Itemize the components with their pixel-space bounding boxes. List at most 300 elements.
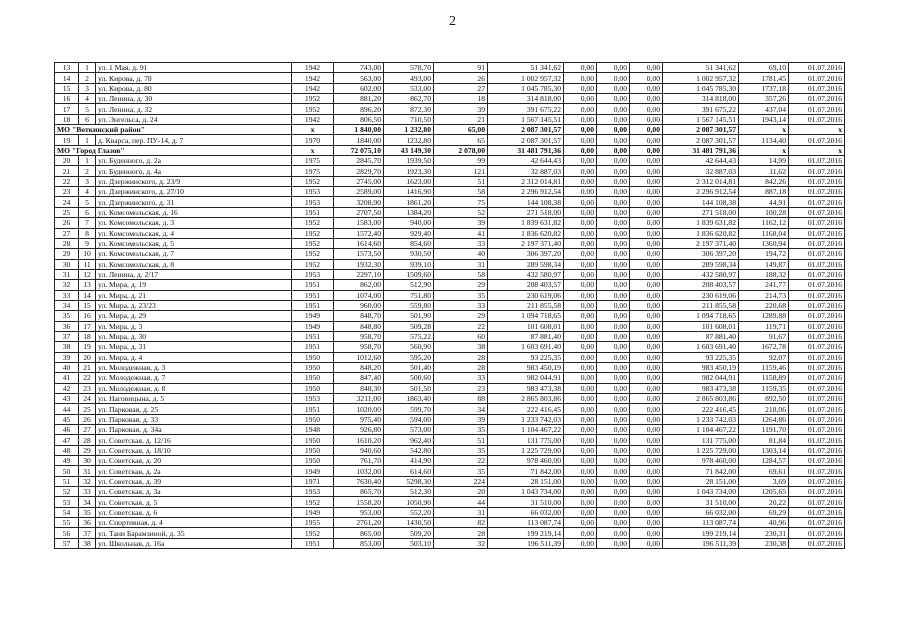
cell-row-number: 39 (55, 352, 79, 362)
cell-living-area: 1923,30 (384, 166, 434, 176)
cell-total-area: 2297,10 (334, 269, 384, 279)
cell-owner-funds: 289 598,34 (663, 259, 739, 269)
table-row (55, 104, 845, 114)
cell-deadline: 01.07.2016 (789, 166, 845, 176)
table-row (55, 321, 845, 331)
cell-total-area: 1558,20 (334, 497, 384, 507)
cell-year: 1952 (292, 238, 334, 248)
table-row (55, 518, 845, 528)
cell-total-area: 7630,40 (334, 476, 384, 486)
cell-living-area: 5298,30 (384, 476, 434, 486)
cell-row-number: 13 (55, 63, 79, 73)
cell-fund-3: 0,00 (630, 218, 663, 228)
cell-fund-3: 0,00 (630, 425, 663, 435)
cell-fund-3: 0,00 (630, 269, 663, 279)
cell-fund-1: 0,00 (564, 156, 597, 166)
cell-fund-2: 0,00 (597, 145, 630, 155)
cell-address: ул. Мира, д. 4 (96, 352, 292, 362)
cell-fund-2: 0,00 (597, 497, 630, 507)
cell-fund-1: 0,00 (564, 404, 597, 414)
cell-residents: 65,00 (434, 125, 488, 135)
cell-address: ул. Советская, д. 6 (96, 507, 292, 517)
cell-unit-cost: 100,28 (739, 207, 789, 217)
cell-living-area: 1050,90 (384, 497, 434, 507)
cell-fund-3: 0,00 (630, 445, 663, 455)
cell-unit-cost: 44,91 (739, 197, 789, 207)
cell-fund-1: 0,00 (564, 300, 597, 310)
cell-fund-2: 0,00 (597, 518, 630, 528)
cell-fund-3: 0,00 (630, 156, 663, 166)
cell-unit-cost: 437,04 (739, 104, 789, 114)
cell-unit-cost: 230,38 (739, 538, 789, 548)
cell-sub-number: 7 (79, 218, 96, 228)
cell-deadline: 01.07.2016 (789, 187, 845, 197)
cell-address: ул. Комсомольская, д. 4 (96, 228, 292, 238)
cell-owner-funds: 983 473,38 (663, 383, 739, 393)
cell-fund-2: 0,00 (597, 404, 630, 414)
municipality-row (55, 145, 845, 155)
cell-residents: 22 (434, 321, 488, 331)
cell-fund-1: 0,00 (564, 352, 597, 362)
cell-address: ул. Ленина, д. 30 (96, 94, 292, 104)
cell-unit-cost: 69,61 (739, 466, 789, 476)
cell-total-cost: 222 416,45 (488, 404, 564, 414)
cell-fund-2: 0,00 (597, 425, 630, 435)
cell-deadline: 01.07.2016 (789, 135, 845, 145)
cell-fund-3: 0,00 (630, 114, 663, 124)
cell-fund-1: 0,00 (564, 166, 597, 176)
cell-residents: 2 078,00 (434, 145, 488, 155)
cell-residents: 58 (434, 187, 488, 197)
cell-fund-2: 0,00 (597, 476, 630, 486)
cell-fund-2: 0,00 (597, 197, 630, 207)
cell-sub-number: 5 (79, 197, 96, 207)
cell-deadline: x (789, 125, 845, 135)
cell-fund-2: 0,00 (597, 466, 630, 476)
cell-row-number: 21 (55, 166, 79, 176)
cell-total-area: 853,00 (334, 538, 384, 548)
cell-total-cost: 93 225,35 (488, 352, 564, 362)
cell-row-number: 43 (55, 394, 79, 404)
cell-sub-number: 27 (79, 425, 96, 435)
table-row (55, 331, 845, 341)
cell-living-area: 414,90 (384, 456, 434, 466)
cell-sub-number: 25 (79, 404, 96, 414)
cell-fund-2: 0,00 (597, 259, 630, 269)
cell-row-number: 20 (55, 156, 79, 166)
cell-unit-cost: 188,32 (739, 269, 789, 279)
cell-residents: 23 (434, 383, 488, 393)
cell-owner-funds: 32 887,03 (663, 166, 739, 176)
cell-living-area: 1232,80 (384, 135, 434, 145)
table-row (55, 383, 845, 393)
table-row (55, 228, 845, 238)
cell-unit-cost: 1159,35 (739, 383, 789, 393)
cell-owner-funds: 144 108,38 (663, 197, 739, 207)
cell-total-area: 1614,60 (334, 238, 384, 248)
cell-unit-cost: 1284,57 (739, 456, 789, 466)
cell-year: 1951 (292, 300, 334, 310)
cell-fund-2: 0,00 (597, 114, 630, 124)
cell-unit-cost: 1134,40 (739, 135, 789, 145)
cell-address: ул. Мира, д. 30 (96, 331, 292, 341)
table-row (55, 487, 845, 497)
cell-unit-cost: 1289,88 (739, 311, 789, 321)
cell-unit-cost: 1737,18 (739, 83, 789, 93)
cell-unit-cost: 1943,14 (739, 114, 789, 124)
cell-year: 1950 (292, 445, 334, 455)
cell-total-cost: 144 108,38 (488, 197, 564, 207)
cell-year: 1952 (292, 249, 334, 259)
cell-fund-1: 0,00 (564, 383, 597, 393)
cell-total-area: 848,30 (334, 383, 384, 393)
cell-total-area: 1074,00 (334, 290, 384, 300)
cell-year: 1952 (292, 259, 334, 269)
cell-deadline: 01.07.2016 (789, 507, 845, 517)
cell-row-number: 54 (55, 507, 79, 517)
cell-fund-2: 0,00 (597, 290, 630, 300)
cell-deadline: 01.07.2016 (789, 414, 845, 424)
cell-fund-2: 0,00 (597, 456, 630, 466)
cell-total-area: 848,20 (334, 362, 384, 372)
cell-deadline: 01.07.2016 (789, 197, 845, 207)
cell-total-cost: 31 481 791,36 (488, 145, 564, 155)
cell-total-cost: 314 818,00 (488, 94, 564, 104)
cell-living-area: 595,20 (384, 352, 434, 362)
cell-fund-2: 0,00 (597, 321, 630, 331)
cell-fund-1: 0,00 (564, 497, 597, 507)
cell-living-area: 594,00 (384, 414, 434, 424)
cell-living-area: 512,30 (384, 487, 434, 497)
cell-total-cost: 42 644,43 (488, 156, 564, 166)
table-row (55, 538, 845, 548)
cell-owner-funds: 983 450,19 (663, 362, 739, 372)
cell-total-area: 743,00 (334, 63, 384, 73)
cell-address: ул. Спортивная, д. 4 (96, 518, 292, 528)
cell-unit-cost: 149,87 (739, 259, 789, 269)
cell-fund-3: 0,00 (630, 362, 663, 372)
cell-fund-1: 0,00 (564, 321, 597, 331)
cell-address: ул. Парковая, д. 33 (96, 414, 292, 424)
cell-row-number: 17 (55, 104, 79, 114)
cell-residents: 35 (434, 290, 488, 300)
cell-total-area: 72 075,10 (334, 145, 384, 155)
cell-year: 1949 (292, 466, 334, 476)
cell-fund-1: 0,00 (564, 435, 597, 445)
cell-row-number: 24 (55, 197, 79, 207)
cell-living-area: 1509,60 (384, 269, 434, 279)
cell-total-cost: 2 296 912,54 (488, 187, 564, 197)
cell-deadline: 01.07.2016 (789, 373, 845, 383)
cell-total-cost: 2 865 803,86 (488, 394, 564, 404)
cell-residents: 35 (434, 425, 488, 435)
cell-owner-funds: 1 002 957,32 (663, 73, 739, 83)
cell-total-cost: 28 151,00 (488, 476, 564, 486)
table-row (55, 507, 845, 517)
cell-deadline: 01.07.2016 (789, 331, 845, 341)
cell-deadline: 01.07.2016 (789, 435, 845, 445)
cell-total-cost: 1 567 145,51 (488, 114, 564, 124)
cell-sub-number: 28 (79, 435, 96, 445)
table-row (55, 456, 845, 466)
cell-year: 1950 (292, 414, 334, 424)
table-row (55, 176, 845, 186)
cell-living-area: 501,90 (384, 311, 434, 321)
cell-residents: 224 (434, 476, 488, 486)
cell-unit-cost: x (739, 145, 789, 155)
cell-fund-2: 0,00 (597, 187, 630, 197)
cell-year: 1942 (292, 73, 334, 83)
cell-year: 1952 (292, 528, 334, 538)
cell-residents: 33 (434, 300, 488, 310)
cell-residents: 52 (434, 207, 488, 217)
cell-address: ул. Молодежная, д. 7 (96, 373, 292, 383)
cell-residents: 60 (434, 331, 488, 341)
cell-address: ул. Мира, д. 31 (96, 342, 292, 352)
cell-fund-2: 0,00 (597, 373, 630, 383)
cell-deadline: 01.07.2016 (789, 280, 845, 290)
cell-fund-1: 0,00 (564, 176, 597, 186)
cell-fund-1: 0,00 (564, 311, 597, 321)
cell-total-cost: 983 473,38 (488, 383, 564, 393)
cell-row-number: 25 (55, 207, 79, 217)
cell-total-cost: 982 044,91 (488, 373, 564, 383)
cell-owner-funds: 1 233 742,03 (663, 414, 739, 424)
cell-total-area: 2707,50 (334, 207, 384, 217)
cell-fund-1: 0,00 (564, 249, 597, 259)
cell-fund-1: 0,00 (564, 507, 597, 517)
cell-residents: 28 (434, 528, 488, 538)
cell-owner-funds: 230 619,06 (663, 290, 739, 300)
cell-unit-cost: 1159,46 (739, 362, 789, 372)
cell-address: ул. Советская, д. 3а (96, 487, 292, 497)
cell-address: ул. Комсомольская, д. 3 (96, 218, 292, 228)
cell-residents: 21 (434, 114, 488, 124)
cell-unit-cost: 69,29 (739, 507, 789, 517)
cell-owner-funds: 199 219,14 (663, 528, 739, 538)
cell-total-cost: 1 839 631,82 (488, 218, 564, 228)
cell-row-number: 45 (55, 414, 79, 424)
cell-total-cost: 1 836 620,82 (488, 228, 564, 238)
table-row (55, 207, 845, 217)
cell-living-area: 1861,20 (384, 197, 434, 207)
cell-fund-3: 0,00 (630, 435, 663, 445)
cell-residents: 18 (434, 94, 488, 104)
cell-total-area: 2589,00 (334, 187, 384, 197)
cell-owner-funds: 1 839 631,82 (663, 218, 739, 228)
cell-deadline: 01.07.2016 (789, 228, 845, 238)
cell-fund-3: 0,00 (630, 311, 663, 321)
cell-row-number: 32 (55, 280, 79, 290)
cell-total-area: 862,00 (334, 280, 384, 290)
cell-living-area: 1939,50 (384, 156, 434, 166)
cell-row-number: 27 (55, 228, 79, 238)
cell-living-area: 872,30 (384, 104, 434, 114)
cell-address: ул. 1 Мая, д. 91 (96, 63, 292, 73)
cell-total-cost: 1 225 729,00 (488, 445, 564, 455)
page-number: 2 (449, 14, 456, 29)
cell-owner-funds: 1 043 734,00 (663, 487, 739, 497)
cell-address: ул. Мира, д. 21 (96, 290, 292, 300)
cell-owner-funds: 1 836 620,82 (663, 228, 739, 238)
cell-fund-2: 0,00 (597, 342, 630, 352)
table-row (55, 197, 845, 207)
cell-living-area: 575,22 (384, 331, 434, 341)
cell-deadline: 01.07.2016 (789, 311, 845, 321)
cell-unit-cost: 230,31 (739, 528, 789, 538)
cell-total-cost: 1 094 718,65 (488, 311, 564, 321)
cell-residents: 29 (434, 280, 488, 290)
cell-deadline: 01.07.2016 (789, 352, 845, 362)
cell-year: 1949 (292, 507, 334, 517)
cell-total-cost: 978 460,00 (488, 456, 564, 466)
cell-living-area: 573,00 (384, 425, 434, 435)
cell-total-cost: 32 887,03 (488, 166, 564, 176)
cell-owner-funds: 51 341,62 (663, 63, 739, 73)
cell-owner-funds: 1 603 691,40 (663, 342, 739, 352)
cell-total-area: 960,00 (334, 300, 384, 310)
cell-unit-cost: 1264,86 (739, 414, 789, 424)
cell-row-number: 26 (55, 218, 79, 228)
cell-year: 1971 (292, 476, 334, 486)
cell-unit-cost: 1303,14 (739, 445, 789, 455)
cell-address: ул. Тани Барамзиной, д. 35 (96, 528, 292, 538)
cell-address: ул. Буденного, д. 4а (96, 166, 292, 176)
cell-address: ул. Кирова, д. 78 (96, 73, 292, 83)
cell-owner-funds: 71 842,00 (663, 466, 739, 476)
cell-total-area: 806,50 (334, 114, 384, 124)
cell-year: 1952 (292, 228, 334, 238)
cell-total-area: 848,80 (334, 321, 384, 331)
cell-sub-number: 16 (79, 311, 96, 321)
cell-owner-funds: 2 087 301,57 (663, 125, 739, 135)
cell-year: 1951 (292, 342, 334, 352)
cell-address: ул. Молодежная, д. 8 (96, 383, 292, 393)
cell-total-area: 2829,70 (334, 166, 384, 176)
cell-address: ул. Наговицына, д. 5 (96, 394, 292, 404)
cell-residents: 29 (434, 311, 488, 321)
cell-fund-1: 0,00 (564, 331, 597, 341)
table-row (55, 404, 845, 414)
cell-sub-number: 1 (79, 63, 96, 73)
cell-sub-number: 15 (79, 300, 96, 310)
cell-total-area: 1 840,00 (334, 125, 384, 135)
cell-residents: 31 (434, 259, 488, 269)
cell-total-area: 761,70 (334, 456, 384, 466)
table-row (55, 435, 845, 445)
cell-fund-3: 0,00 (630, 476, 663, 486)
cell-residents: 28 (434, 362, 488, 372)
cell-deadline: 01.07.2016 (789, 404, 845, 414)
cell-deadline: 01.07.2016 (789, 425, 845, 435)
cell-fund-3: 0,00 (630, 176, 663, 186)
cell-fund-3: 0,00 (630, 238, 663, 248)
cell-fund-3: 0,00 (630, 166, 663, 176)
cell-total-cost: 1 043 734,00 (488, 487, 564, 497)
cell-deadline: 01.07.2016 (789, 259, 845, 269)
cell-fund-1: 0,00 (564, 528, 597, 538)
table-row (55, 280, 845, 290)
cell-fund-2: 0,00 (597, 228, 630, 238)
cell-fund-2: 0,00 (597, 300, 630, 310)
cell-sub-number: 2 (79, 73, 96, 83)
cell-residents: 88 (434, 394, 488, 404)
cell-fund-3: 0,00 (630, 145, 663, 155)
table-row (55, 156, 845, 166)
cell-fund-2: 0,00 (597, 311, 630, 321)
cell-residents: 33 (434, 238, 488, 248)
cell-owner-funds: 1 225 729,00 (663, 445, 739, 455)
cell-unit-cost: x (739, 125, 789, 135)
cell-fund-3: 0,00 (630, 104, 663, 114)
cell-unit-cost: 194,72 (739, 249, 789, 259)
cell-unit-cost: 92,07 (739, 352, 789, 362)
cell-deadline: 01.07.2016 (789, 362, 845, 372)
cell-deadline: 01.07.2016 (789, 114, 845, 124)
cell-deadline: 01.07.2016 (789, 269, 845, 279)
cell-fund-1: 0,00 (564, 466, 597, 476)
cell-fund-2: 0,00 (597, 331, 630, 341)
cell-total-cost: 983 450,19 (488, 362, 564, 372)
cell-unit-cost: 1168,04 (739, 228, 789, 238)
cell-total-area: 847,40 (334, 373, 384, 383)
cell-fund-2: 0,00 (597, 528, 630, 538)
cell-deadline: 01.07.2016 (789, 476, 845, 486)
cell-owner-funds: 978 460,00 (663, 456, 739, 466)
cell-sub-number: 9 (79, 238, 96, 248)
cell-year: 1975 (292, 166, 334, 176)
cell-living-area: 1863,40 (384, 394, 434, 404)
cell-fund-2: 0,00 (597, 83, 630, 93)
cell-living-area: 501,40 (384, 362, 434, 372)
cell-fund-1: 0,00 (564, 145, 597, 155)
cell-fund-2: 0,00 (597, 487, 630, 497)
cell-sub-number: 3 (79, 83, 96, 93)
cell-unit-cost: 1205,65 (739, 487, 789, 497)
cell-residents: 32 (434, 538, 488, 548)
cell-sub-number: 3 (79, 176, 96, 186)
cell-row-number: 56 (55, 528, 79, 538)
cell-living-area: 500,60 (384, 373, 434, 383)
cell-deadline: 01.07.2016 (789, 290, 845, 300)
cell-year: 1951 (292, 404, 334, 414)
cell-owner-funds: 982 044,91 (663, 373, 739, 383)
cell-unit-cost: 40,96 (739, 518, 789, 528)
cell-residents: 41 (434, 228, 488, 238)
cell-owner-funds: 93 225,35 (663, 352, 739, 362)
cell-fund-2: 0,00 (597, 104, 630, 114)
cell-sub-number: 5 (79, 104, 96, 114)
cell-sub-number: 4 (79, 187, 96, 197)
cell-total-area: 1583,00 (334, 218, 384, 228)
cell-row-number: 33 (55, 290, 79, 300)
cell-fund-1: 0,00 (564, 342, 597, 352)
cell-total-area: 1610,20 (334, 435, 384, 445)
cell-fund-3: 0,00 (630, 135, 663, 145)
cell-owner-funds: 113 087,74 (663, 518, 739, 528)
cell-fund-1: 0,00 (564, 114, 597, 124)
cell-total-cost: 1 233 742,03 (488, 414, 564, 424)
cell-fund-1: 0,00 (564, 259, 597, 269)
cell-fund-2: 0,00 (597, 362, 630, 372)
cell-fund-1: 0,00 (564, 445, 597, 455)
cell-owner-funds: 31 481 791,36 (663, 145, 739, 155)
cell-row-number: 28 (55, 238, 79, 248)
cell-year: 1951 (292, 538, 334, 548)
cell-living-area: 503,10 (384, 538, 434, 548)
cell-owner-funds: 2 087 301,57 (663, 135, 739, 145)
table-row (55, 497, 845, 507)
